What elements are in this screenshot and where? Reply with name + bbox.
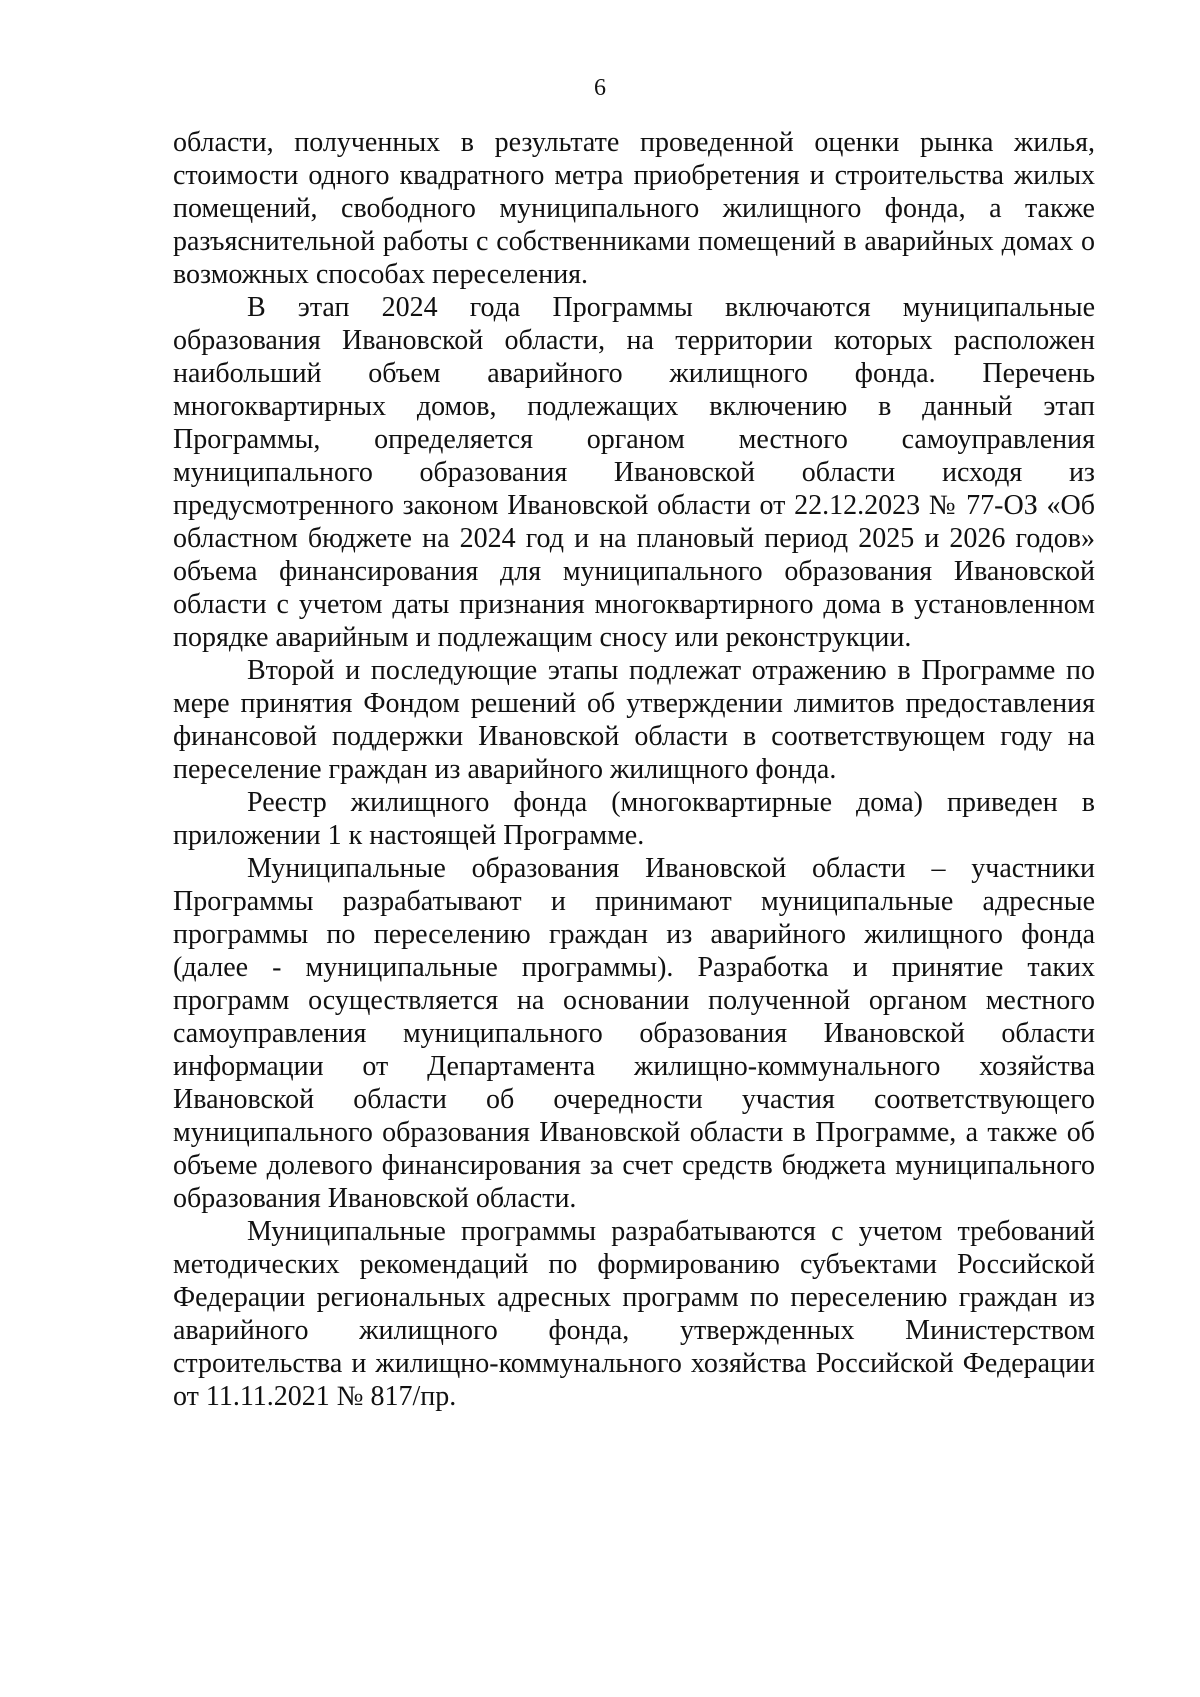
paragraph-continuation: области, полученных в результате проведенной оценки рынка жилья, стоимости одного квадратного метра приобретения и строительства жилых помещений, свободного муниципального жилищного фонда, а также разъяснительной работы с собственниками помещений в аварийных домах о возможных способах переселения. <box>173 127 1095 290</box>
paragraph-municipal-programs: Муниципальные образования Ивановской области – участники Программы разрабатывают и принимают муниципальные адресные программы по переселению граждан из аварийного жилищного фонда (далее - муниципальные программы). Разработка и принятие таких программ осуществляется на основании полученной органом местного самоуправления муниципального образования Ивановской области информации от Департамента жилищно-коммунального хозяйства Ивановской области об очередности участия соответствующего муниципального образования Ивановской области в Программе, а также об объеме долевого финансирования за счет средств бюджета муниципального образования Ивановской области. <box>173 853 1095 1214</box>
document-body <box>173 126 1095 1413</box>
page-number: 6 <box>594 75 606 101</box>
paragraph-stage-2024: В этап 2024 года Программы включаются муниципальные образования Ивановской области, на территории которых расположен наибольший объем аварийного жилищного фонда. Перечень многоквартирных домов, подлежащих включению в данный этап Программы, определяется органом местного самоуправления муниципального образования Ивановской области исходя из предусмотренного законом Ивановской области от 22.12.2023 № 77-ОЗ «Об областном бюджете на 2024 год и на плановый период 2025 и 2026 годов» объема финансирования для муниципального образования Ивановской области с учетом даты признания многоквартирного дома в установленном порядке аварийным и подлежащим сносу или реконструкции. <box>173 292 1095 653</box>
paragraph-subsequent-stages: Второй и последующие этапы подлежат отражению в Программе по мере принятия Фондом решений об утверждении лимитов предоставления финансовой поддержки Ивановской области в соответствующем году на переселение граждан из аварийного жилищного фонда. <box>173 655 1095 785</box>
paragraph-methodological-recommendations: Муниципальные программы разрабатываются с учетом требований методических рекомендаций по формированию субъектами Российской Федерации региональных адресных программ по переселению граждан из аварийного жилищного фонда, утвержденных Министерством строительства и жилищно-коммунального хозяйства Российской Федерации от 11.11.2021 № 817/пр. <box>173 1216 1095 1412</box>
paragraph-housing-registry: Реестр жилищного фонда (многоквартирные дома) приведен в приложении 1 к настоящей Программе. <box>173 787 1095 851</box>
